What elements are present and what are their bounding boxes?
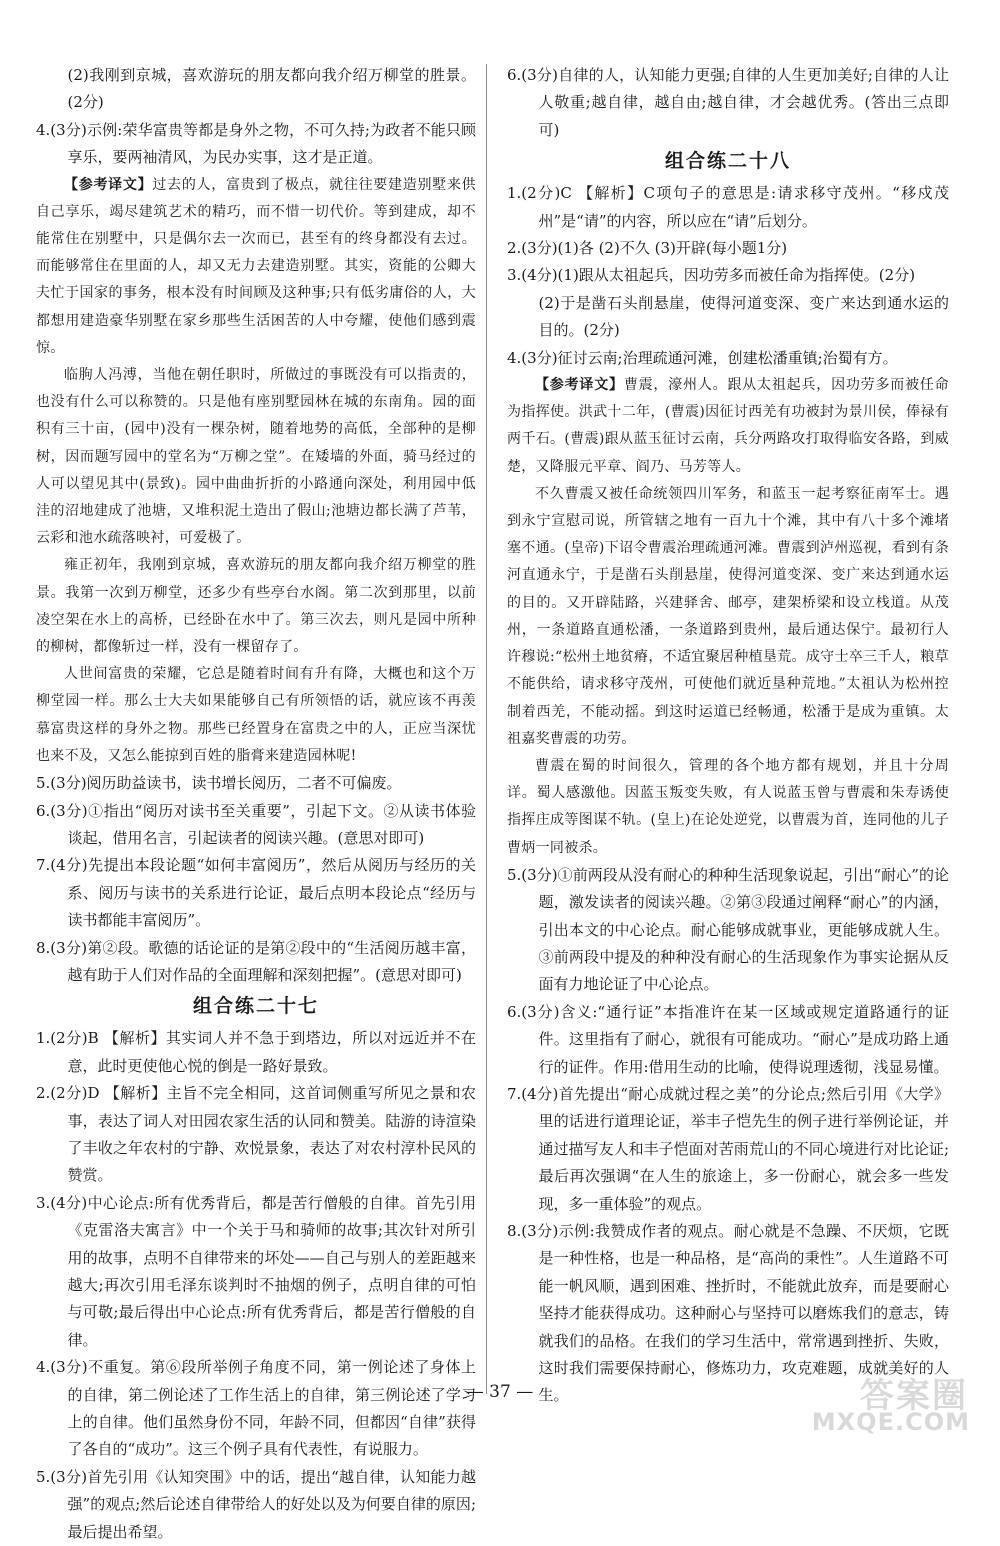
answer-4: 4.(3分)示例:荣华富贵等都是身外之物，不可久持;为政者不能只顾享乐，要两袖清风，为民办实事，这才是正道。 — [36, 120, 476, 167]
reference-translation — [36, 172, 476, 770]
translation28-paragraph-1: 【参考译文】曹震，濠州人。跟从太祖起兵，因功劳多而被任命为指挥使。洪武十二年，(曹震)因征讨西羌有功被封为景川侯，俸禄有两千石。(曹震)跟从蓝玉征讨云南，兵分两路攻打取得临安各路，到威楚，又降服元平章、阎乃、马芳等人。 — [507, 377, 949, 475]
answer-7: 7.(4分)先提出本段论题“如何丰富阅历”，然后从阅历与经历的关系、阅历与读书的关系进行论证，最后点明本段论点“经历与读书都能丰富阅历”。 — [36, 856, 476, 930]
section28-answer-5: 5.(3分)①前两段从没有耐心的种种生活现象说起，引出“耐心”的论题，激发读者的阅读兴趣。②第③段通过阐释“耐心”的内涵，引出本文的中心论点。耐心能够成就事业，更能够成就人生。③前两段中提及的种种没有耐心的生活现象作为事实论据从反面有力地论证了中心论点。 — [507, 865, 949, 994]
answer-5: 5.(3分)阅历助益读书，读书增长阅历，二者不可偏废。 — [36, 774, 402, 793]
watermark — [788, 1368, 978, 1438]
right-column — [507, 62, 949, 1410]
section28-answer-1: 1.(2分)C 【解析】C项句子的意思是:请求移守茂州。“移戍茂州”是“请”的内容，所以应在“请”后划分。 — [507, 184, 949, 230]
section27-answer-4: 4.(3分)不重复。第⑥段所举例子角度不同，第一例论述了身体上的自律，第二例论述了工作生活上的自律，第三例论述了学习上的自律。他们虽然身份不同，年龄不同，但都因“自律”获得了各自的“成功”。这三个例子具有代表性，有说服力。 — [36, 1358, 476, 1459]
section27-answer-1: 1.(2分)B 【解析】其实词人并不急于到塔边，所以对远近并不在意，此时更使他心悦的倒是一路好景致。 — [36, 1029, 476, 1075]
section27-answer-6: 6.(3分)自律的人，认知能力更强;自律的人生更加美好;自律的人让人敬重;越自律，越自由;越自律，才会越优秀。(答出三点即可) — [507, 66, 949, 139]
translation28-tag: 【参考译文】 — [535, 377, 624, 394]
reference-translation-28 — [507, 372, 949, 862]
left-column — [36, 62, 476, 1546]
section28-answer-3-2: (2)于是凿石头削悬崖，使得河道变深、变广来达到通水运的目的。(2分) — [538, 293, 949, 340]
section27-answer-3: 3.(4分)中心论点:所有优秀背后，都是苦行僧般的自律。首先引用《克雷洛夫寓言》中一个关于马和骑师的故事;其次针对所引用的故事，点明不自律带来的坏处——自己与别人的差距越来越大;再次引用毛泽东谈判时不抽烟的例子，点明自律的可怕与可敬;最后得出中心论点:所有优秀背后，都是苦行僧般的自律。 — [36, 1193, 476, 1349]
translation-paragraph-4: 人世间富贵的荣耀，它总是随着时间有升有降，大概也和这个万柳堂园一样。那么士大夫如果能够自己有所领悟的话，就应该不再羡慕富贵这样的身外之物。那些已经置身在富贵之中的人，正应当深忧也来不及，又怎么能掠到百姓的脂膏来建造园林呢! — [36, 666, 476, 764]
section28-answer-4: 4.(3分)征讨云南;治理疏通河滩，创建松潘重镇;治蜀有方。 — [507, 348, 898, 367]
section28-answer-8: 8.(3分)示例:我赞成作者的观点。耐心就是不急躁、不厌烦，它既是一种性格，也是一种品格，是“高尚的秉性”。人生道路不可能一帆风顺，遇到困难、挫折时，不能就此放弃，而是要耐心坚持才能获得成功。这种耐心与坚持可以磨炼我们的意志，铸就我们的品格。在我们的学习生活中，常常遇到挫折、失败，这时我们需要保持耐心，修炼功力，攻克难题，成就美好的人生。 — [507, 1222, 949, 1405]
section27-answer-2: 2.(2分)D 【解析】主旨不完全相同，这首词侧重写所见之景和农事，表达了词人对田园农家生活的认同和赞美。陆游的诗渲染了丰收之年农村的宁静、欢悦景象，表达了对农村淳朴民风的赞赏。 — [36, 1084, 476, 1185]
watermark-logo: 答案圈 — [860, 1376, 968, 1416]
section-title-27: 组合练二十七 — [192, 995, 319, 1018]
answer-6: 6.(3分)①指出“阅历对读书至关重要”，引起下文。②从读书体验谈起，借用名言，引起读者的阅读兴趣。(意思对即可) — [36, 801, 476, 847]
section-title-28: 组合练二十八 — [664, 150, 791, 173]
translation-tag: 【参考译文】 — [64, 176, 153, 193]
section28-answer-2: 2.(3分)(1)各 (2)不久 (3)开辟(每小题1分) — [507, 239, 788, 258]
translation28-paragraph-2: 不久曹震又被任命统领四川军务，和蓝玉一起考察征南军士。遇到永宁宣慰司说，所管辖之地有一百九十个滩，其中有八十多个滩堵塞不通。(皇帝)下诏令曹震治理疏通河滩。曹震到泸州巡视，看到有条河直通永宁，于是凿石头削悬崖，使得河道变深、变广来达到通水运的目的。又开辟陆路，兴建驿舍、邮亭，建架桥梁和设立栈道。从茂州，一条道路直通松潘，一条道路到贵州，最后通达保宁。最初行人许穆说:“松州土地贫瘠，不适宜聚居种植垦荒。成守士卒三千人，粮草不能供给，请求移守茂州，可使他们就近垦种荒地。”太祖认为松州控制着西羌，不能动摇。到这时运道已经畅通，松潘于是成为重镇。太祖嘉奖曹震的功劳。 — [507, 485, 949, 747]
answer-8: 8.(3分)第②段。歌德的话论证的是第②段中的“生活阅历越丰富，越有助于人们对作品的全面理解和深刻把握”。(意思对即可) — [36, 938, 476, 984]
column-divider — [486, 64, 487, 1394]
translation-paragraph-2: 临朐人冯溥，当他在朝任职时，所做过的事既没有可以指责的，也没有什么可以称赞的。只是他有座别墅园林在城的东南角。园的面积有三十亩，(园中)没有一棵杂树，随着地势的高低，全部种的是柳树，因而题写园中的堂名为“万柳之堂”。在矮墙的外面，骑马经过的人可以望见其中(景致)。园中曲曲折折的小路通向深处，利用园中低洼的沼地建成了池塘，又堆积泥土造出了假山;池塘边都长满了芦苇，云彩和池水疏落映衬，可爱极了。 — [36, 367, 476, 547]
translation-paragraph-1: 【参考译文】过去的人，富贵到了极点，就往往要建造别墅来供自己享乐，竭尽建筑艺术的精巧，而不惜一切代价。等到建成，却不能常住在别墅中，只是偶尔去一次而已，甚至有的终身都没有去过。而能够常住在里面的人，却又无力去建造别墅。其实，资能的公卿大夫忙于国家的事务，根本没有时间顾及这种事;只有低劣庸俗的人，大都想用建造豪华别墅在家乡那些生活困苦的人中夸耀，使他们感到震惊。 — [36, 176, 476, 356]
watermark-url: MXQE.COM — [811, 1408, 970, 1436]
section28-answer-3: 3.(4分)(1)跟从太祖起兵，因功劳多而被任命为指挥使。(2分) — [507, 266, 916, 285]
translation28-paragraph-3: 曹震在蜀的时间很久，管理的各个地方都有规划，并且十分周详。蜀人感激他。因蓝玉叛变失败，有人说蓝玉曾与曹震和朱寿诱使指挥庄成等图谋不轨。(皇上)在论处逆党，以曹震为首，连同他的儿子曹炳一同被杀。 — [507, 757, 949, 856]
section28-answer-6: 6.(3分)含义:“通行证”本指准许在某一区域或规定道路通行的证件。这里指有了耐心，就很有可能成功。“耐心”是成功路上通行的证件。作用:借用生动的比喻，使得说理透彻，浅显易懂。 — [507, 1002, 949, 1076]
section28-answer-7: 7.(4分)首先提出“耐心成就过程之美”的分论点;然后引用《大学》里的话进行道理论证，举丰子恺先生的例子进行举例论证，并通过描写友人和丰子恺面对苦雨荒山的不同心境进行对比论证;最后再次强调“在人生的旅途上，多一份耐心，就会多一些发现，多一重体验”的观点。 — [507, 1084, 949, 1213]
section27-answer-5: 5.(3分)首先引用《认知突围》中的话，提出“越自律，认知能力越强”的观点;然后论述自律带给人的好处以及为何要自律的原因;最后提出希望。 — [36, 1467, 476, 1541]
translation-paragraph-3: 雍正初年，我刚到京城，喜欢游玩的朋友都向我介绍万柳堂的胜景。我第一次到万柳堂，还多少有些亭台水阁。第二次到那里，以前凌空架在水上的高桥，已经卧在水中了。第三次去，则凡是园中所种的柳树，都像斩过一样，没有一棵留存了。 — [36, 557, 476, 656]
page-number: — 37 — — [466, 1382, 534, 1402]
answer-3-2: (2)我刚到京城，喜欢游玩的朋友都向我介绍万柳堂的胜景。(2分) — [67, 66, 476, 112]
